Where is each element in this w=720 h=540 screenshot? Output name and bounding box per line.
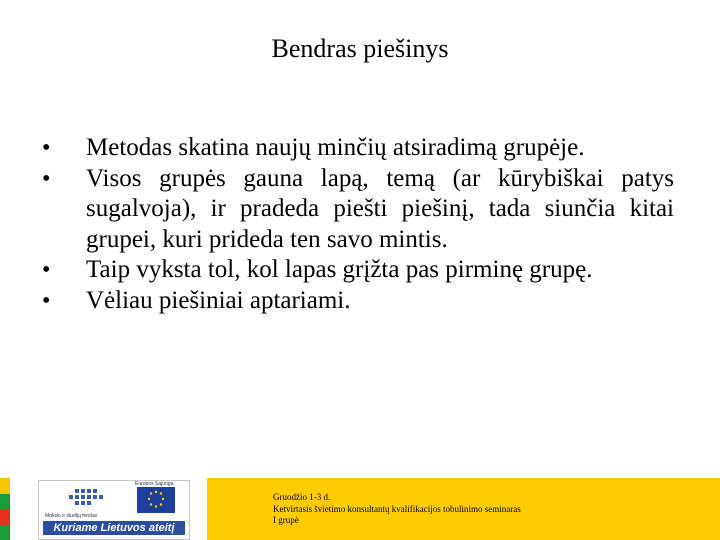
color-stripes xyxy=(0,478,10,540)
bullet-item xyxy=(42,133,674,164)
stripe xyxy=(0,525,10,540)
footer-line: I grupė xyxy=(273,515,299,525)
slide-title: Bendras piešinys xyxy=(271,34,449,63)
bullet-icon: • xyxy=(42,165,51,192)
bullet-icon: • xyxy=(42,257,51,283)
stripe xyxy=(0,494,10,510)
footer-line: Ketvirtasis švietimo konsultantų kvalifikacijos tobulinimo seminaras xyxy=(273,503,521,514)
esf-logo-icon xyxy=(53,487,121,513)
bullet-list xyxy=(42,133,674,316)
bullet-icon: • xyxy=(42,135,51,161)
stripe xyxy=(0,478,10,494)
bullet-item xyxy=(42,164,674,256)
bullet-icon: • xyxy=(42,287,51,314)
bullet-text: Vėliau piešiniai aptariami. xyxy=(86,286,351,314)
logo-slogan: Kuriame Lietuvos ateitį xyxy=(43,521,185,535)
bullet-text: Visos grupės gauna lapą, temą (ar kūrybiškai patys sugalvoja), ir pradeda piešti piešinį, tada siunčia kitai grupei, kuri prideda ten savo mintis. xyxy=(86,164,674,253)
bullet-item xyxy=(42,286,674,317)
stripe xyxy=(0,509,10,525)
logo-caption-right: Europos Sąjunga xyxy=(135,481,174,487)
bullet-text: Taip vyksta tol, kol lapas grįžta pas pirminę grupę. xyxy=(86,256,593,283)
bullet-item xyxy=(42,255,674,286)
eu-flag-icon xyxy=(137,487,175,513)
footer-text xyxy=(273,492,693,527)
footer-logo xyxy=(38,480,190,540)
footer-line: Gruodžio 1-3 d. xyxy=(273,492,331,502)
logo-caption-left: Mokslo ir studijų fondas xyxy=(45,513,98,519)
bullet-text: Metodas skatina naujų minčių atsiradimą grupėje. xyxy=(86,134,585,161)
